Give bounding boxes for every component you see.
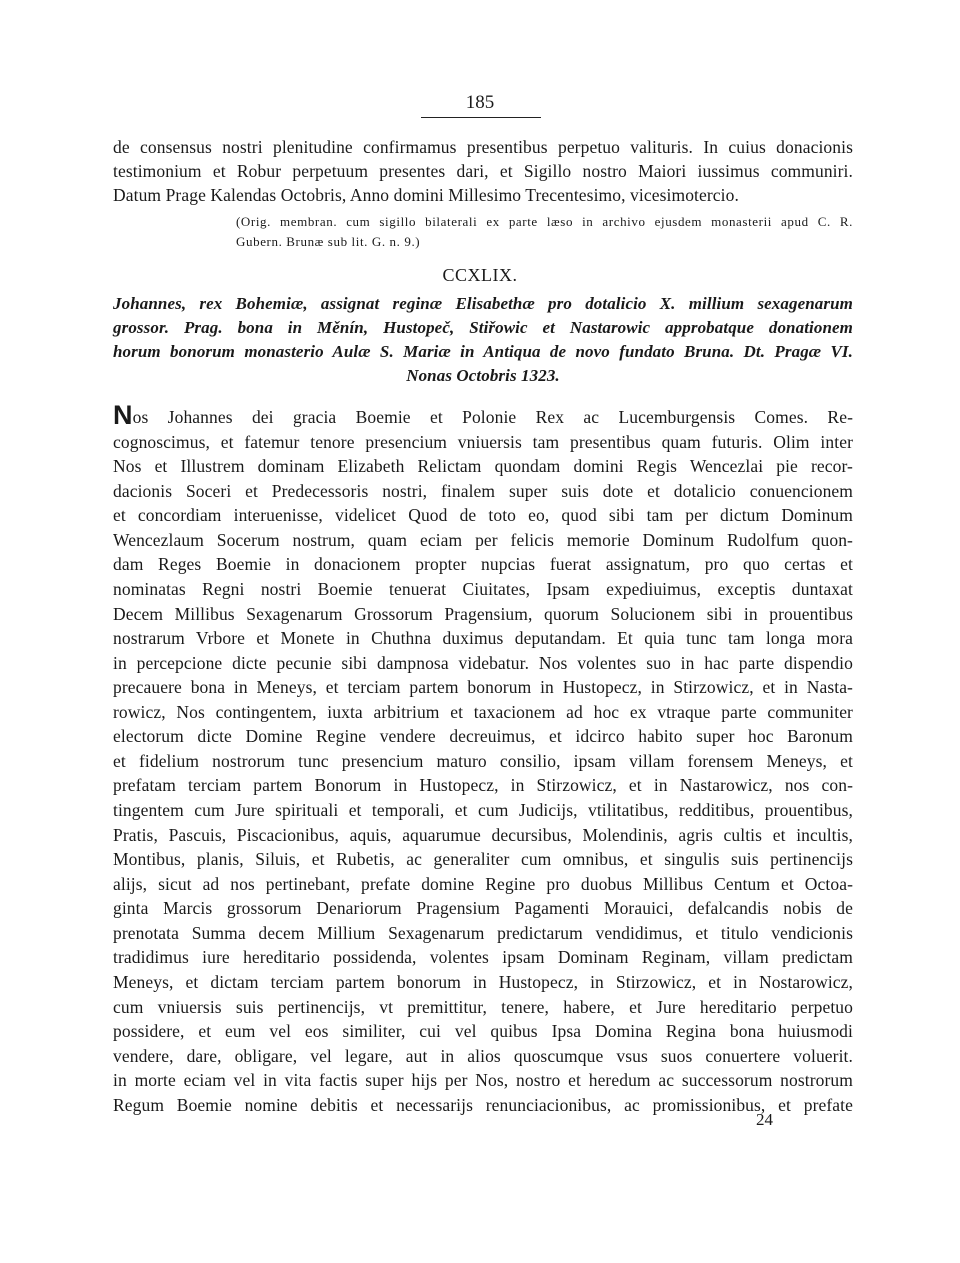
document-number: CCXLIX.: [442, 265, 518, 285]
body-line: dam Reges Boemie in donacionem propter nupcias fuerat assignatum, pro quo certas et: [113, 554, 853, 575]
intro-line: Datum Prage Kalendas Octobris, Anno domini Millesimo Trecentesimo, vicesimotercio.: [113, 185, 739, 205]
body-line: alijs, sicut ad nos pertinebant, prefate domine Regine pro duobus Millibus Centum et Octoa-: [113, 873, 853, 894]
intro-line: testimonium et Robur perpetuum presentes dari, et Sigillo nostro Maiori iussimus communiri.: [113, 161, 853, 181]
body-line: prenotata Summa decem Millium Sexagenarum predictarum vendidimus, et titulo vendicionis: [113, 922, 853, 943]
header-rule: [421, 117, 541, 118]
page-number: 185: [465, 92, 495, 113]
source-note: [236, 212, 853, 252]
rubric-line: Nonas Octobris 1323.: [406, 366, 560, 385]
body-line: tradidimus iure hereditario possidenda, volentes ipsam Dominam Reginam, villam predictam: [113, 947, 853, 968]
rubric-line: horum bonorum monasterio Aulæ S. Mariæ in Antiqua de novo fundato Bruna. Dt. Pragæ VI.: [113, 342, 853, 361]
rubric-line: grossor. Prag. bona in Měnín, Hustopeč, Stiřowic et Nastarowic approbatque donationem: [113, 318, 853, 337]
body-line: Montibus, planis, Siluis, et Rubetis, ac generaliter cum omnibus, et singulis suis pertinencijs: [113, 849, 853, 870]
body-line: rowicz, Nos contingentem, iuxta arbitrium et taxacionem ad hoc ex vtraque parte communiter: [113, 701, 853, 722]
charter-body: [113, 400, 853, 1117]
body-line: Meneys, et dictam terciam partem bonorum in Hustopecz, in Stirzowicz, et in Nostarowicz,: [113, 971, 853, 992]
source-note-line: (Orig. membran. cum sigillo bilaterali ex parte læso in archivo ejusdem monasterii apud C. R.: [236, 214, 853, 229]
body-line: Decem Millibus Sexagenarum Grossorum Pragensium, quorum Solucionem sibi in prouentibus: [113, 603, 853, 624]
body-line: vendere, dare, obligare, vel legare, aut in alios quoscumque vsus suos conuertere voluerit.: [113, 1045, 853, 1066]
signature-mark: 24: [756, 1110, 773, 1129]
body-first-line-text: os Johannes dei gracia Boemie et Polonie Rex ac Lucemburgensis Comes. Re-: [132, 407, 853, 427]
body-line: Regum Boemie nomine debitis et necessarijs renunciacionibus, ac promissionibus, et prefate: [113, 1094, 853, 1115]
body-line: cum vniuersis suis pertinencijs, vt premittitur, tenere, habere, et Jure hereditario perpetuo: [113, 996, 853, 1017]
body-line: possidere, et eum vel eos similiter, cui vel quibus Ipsa Domina Regina bona huiusmodi: [113, 1021, 853, 1042]
body-line: nominatas Regni nostri Boemie tenuerat Ciuitates, Ipsam expediuimus, exceptis duntaxat: [113, 578, 853, 599]
intro-paragraph: [113, 135, 853, 207]
body-line: electorum dicte Domine Regine vendere decreuimus, et idcirco habito super hoc Baronum: [113, 726, 853, 747]
body-line: prefatam terciam partem Bonorum in Hustopecz, in Stirzowicz, et in Nastarowicz, nos con-: [113, 775, 853, 796]
body-line: in percepcione dicte pecunie sibi dampnosa videbatur. Nos volentes suo in hac parte dispendio: [113, 652, 853, 673]
body-line: in morte eciam vel in vita factis super hijs per Nos, nostro et heredum ac successorum nostrorum: [113, 1070, 853, 1091]
rubric-line: Johannes, rex Bohemiæ, assignat reginæ Elisabethæ pro dotalicio X. millium sexagenarum: [113, 294, 853, 313]
rubric: [113, 292, 853, 388]
body-line: cognoscimus, et fatemur tenore presencium vniuersis tam presentibus quam futuris. Olim inter: [113, 431, 853, 452]
body-line: ginta Marcis grossorum Denariorum Pragensium Pagamenti Morauici, defalcandis nobis de: [113, 898, 853, 919]
body-line: et fidelium nostrorum tunc presencium maturo consilio, ipsam villam forensem Meneys, et: [113, 750, 853, 771]
body-line: tingentem cum Jure spirituali et temporali, et cum Judicijs, vtilitatibus, redditibus, prouentibus,: [113, 800, 853, 820]
body-first-line: [113, 400, 853, 430]
body-line: precauere bona in Meneys, et terciam partem bonorum in Hustopecz, in Stirzowicz, et in Nasta-: [113, 677, 853, 698]
body-line: dacionis Soceri et Predecessoris nostri, finalem super suis dote et dotalicio conuencionem: [113, 480, 853, 501]
drop-initial: N: [113, 400, 133, 430]
body-line: nostrarum Vrbore et Monete in Chuthna duximus deputandam. Et quia tunc tam longa mora: [113, 628, 853, 649]
body-line: Wencezlaum Socerum nostrum, quam eciam per felicis memorie Dominum Rudolfum quon-: [113, 529, 853, 550]
body-line: et concordiam interuenisse, videlicet Quod de toto eo, quod sibi tam per dictum Dominum: [113, 505, 853, 526]
body-line: Nos et Illustrem dominam Elizabeth Relictam quondam domini Regis Wencezlai pie recor-: [113, 456, 853, 477]
source-note-line: Gubern. Brunæ sub lit. G. n. 9.): [236, 234, 421, 249]
body-line: Pratis, Pascuis, Piscacionibus, aquis, aquarumue decursibus, Molendinis, agris cultis et incultis,: [113, 824, 853, 845]
intro-line: de consensus nostri plenitudine confirmamus presentibus perpetuo valituris. In cuius donacionis: [113, 137, 853, 157]
